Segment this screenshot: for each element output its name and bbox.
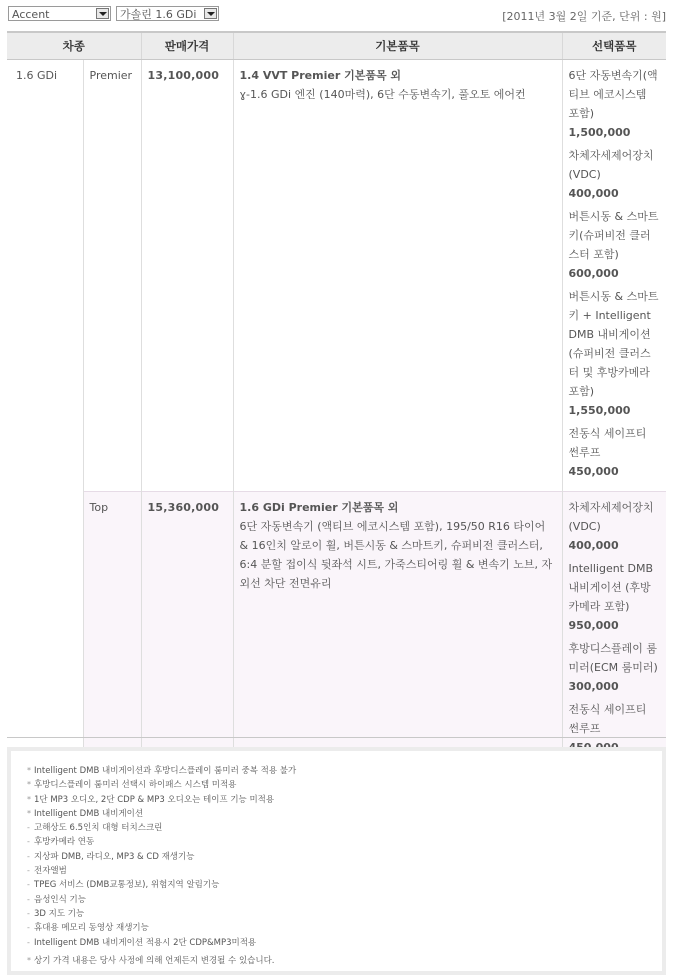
note-marker: - (27, 908, 30, 918)
notes-box (7, 747, 666, 975)
note-item (27, 864, 662, 878)
note-item (27, 878, 662, 892)
basic-items-title: 1.6 GDi Premier 기본품목 외 (239, 501, 399, 514)
price-cell (141, 492, 233, 768)
note-text: 음성인식 기능 (34, 894, 86, 905)
model-select-value: Accent (12, 8, 50, 21)
note-item (27, 893, 662, 907)
note-text: 상기 가격 내용은 당사 사정에 의해 언제든지 변경될 수 있습니다. (34, 955, 275, 966)
option-price: 400,000 (568, 187, 619, 200)
note-item (27, 921, 662, 935)
note-marker: - (27, 837, 30, 847)
price-spec-table (7, 31, 666, 767)
note-item (27, 936, 662, 950)
header-price: 판매가격 (141, 32, 233, 60)
header-basic-items: 기본품목 (233, 32, 562, 60)
note-marker: * (27, 955, 31, 965)
option-price: 1,500,000 (568, 126, 631, 139)
note-marker: * (27, 780, 31, 790)
note-item (27, 821, 662, 835)
option-name: 전동식 세이프티 썬루프 (568, 703, 647, 735)
options-cell (562, 60, 666, 492)
trim-cell (83, 60, 141, 492)
model-name: 1.6 GDi (16, 69, 58, 82)
option-price: 400,000 (568, 539, 619, 552)
trim-name: Top (89, 501, 109, 514)
chevron-down-icon[interactable] (204, 8, 217, 19)
price-basis-note: [2011년 3월 2일 기준, 단위 : 원] (502, 10, 666, 23)
note-text: 후방카메라 연동 (34, 837, 95, 848)
note-marker: - (27, 937, 30, 947)
table-header-row (7, 32, 666, 60)
option-price: 1,550,000 (568, 404, 631, 417)
price-value: 15,360,000 (147, 501, 220, 514)
note-marker: * (27, 808, 31, 818)
note-marker: - (27, 866, 30, 876)
notes-list (11, 751, 662, 968)
table-bottom-rule (7, 737, 666, 738)
note-footer (27, 954, 662, 968)
options-cell (562, 492, 666, 768)
option-name: 차체자세제어장치(VDC) (568, 501, 654, 533)
basic-items-cell (233, 60, 562, 492)
note-text: 전자앨범 (34, 866, 67, 877)
note-item (27, 764, 662, 778)
model-select[interactable] (8, 6, 111, 21)
note-text: 지상파 DMB, 라디오, MP3 & CD 재생기능 (34, 851, 195, 862)
option-price: 450,000 (568, 465, 619, 478)
table-row (7, 60, 666, 492)
engine-select-value: 가솔린 1.6 GDi (120, 8, 197, 21)
filter-bar (8, 6, 666, 24)
note-text: Intelligent DMB 내비게이션 적용시 2단 CDP&MP3미적용 (34, 937, 257, 948)
trim-cell (83, 492, 141, 768)
option-price: 600,000 (568, 267, 619, 280)
header-option-items: 선택품목 (562, 32, 666, 60)
option-name: 6단 자동변속기(액티브 에코시스템 포함) (568, 69, 658, 120)
chevron-down-icon[interactable] (96, 8, 109, 19)
option-name: 후방디스플레이 룸미러(ECM 룸미러) (568, 642, 658, 674)
model-cell (7, 60, 83, 768)
engine-select[interactable] (116, 6, 219, 21)
option-name: 전동식 세이프티 썬루프 (568, 427, 647, 459)
note-marker: - (27, 823, 30, 833)
note-marker: - (27, 851, 30, 861)
note-text: TPEG 서비스 (DMB교통정보), 위험지역 알림기능 (34, 880, 220, 891)
option-price: 950,000 (568, 619, 619, 632)
note-marker: * (27, 766, 31, 775)
note-marker: - (27, 880, 30, 890)
note-text: 1단 MP3 오디오, 2단 CDP & MP3 오디오는 테이프 기능 미적용 (34, 794, 275, 805)
note-item (27, 793, 662, 807)
note-marker: - (27, 894, 30, 904)
note-item (27, 835, 662, 849)
basic-items-text: ɣ-1.6 GDi 엔진 (140마력), 6단 수동변속기, 풀오토 에어컨 (239, 88, 526, 101)
table-row (7, 492, 666, 768)
option-name: 버튼시동 & 스마트키(슈퍼비전 클러스터 포함) (568, 210, 659, 261)
basic-items-title: 1.4 VVT Premier 기본품목 외 (239, 69, 402, 82)
option-price: 300,000 (568, 680, 619, 693)
note-marker: * (27, 794, 31, 804)
header-model: 차종 (7, 32, 141, 60)
note-text: 고해상도 6.5인치 대형 터치스크린 (34, 823, 163, 834)
note-item (27, 807, 662, 821)
note-item (27, 907, 662, 921)
option-name: Intelligent DMB 내비게이션 (후방카메라 포함) (568, 562, 654, 613)
price-value: 13,100,000 (147, 69, 220, 82)
option-name: 차체자세제어장치(VDC) (568, 149, 654, 181)
trim-name: Premier (89, 69, 133, 82)
note-text: Intelligent DMB 내비게이션 (34, 808, 144, 819)
note-item (27, 850, 662, 864)
note-item (27, 778, 662, 792)
note-text: 3D 지도 기능 (34, 908, 85, 919)
note-text: 후방디스플레이 룸미러 선택시 하이패스 시스템 미적용 (34, 780, 237, 791)
basic-items-text: 6단 자동변속기 (액티브 에코시스템 포함), 195/50 R16 타이어 & 16인치 알로이 휠, 버튼시동 & 스마트키, 슈퍼비전 클러스터, 6:4 분할 접이식 뒷좌석 시트, 가죽스티어링 휠 & 변속기 노브, 자외선 차단 전면유리 (239, 520, 553, 590)
price-cell (141, 60, 233, 492)
basic-items-cell (233, 492, 562, 768)
option-name: 버튼시동 & 스마트키 + Intelligent DMB 내비게이션 (슈퍼비전 클러스터 및 후방카메라 포함) (568, 290, 659, 398)
note-text: Intelligent DMB 내비게이션과 후방디스플레이 룸미러 중복 적용 불가 (34, 766, 297, 776)
note-text: 휴대용 메모리 동영상 재생기능 (34, 923, 149, 934)
note-marker: - (27, 923, 30, 933)
